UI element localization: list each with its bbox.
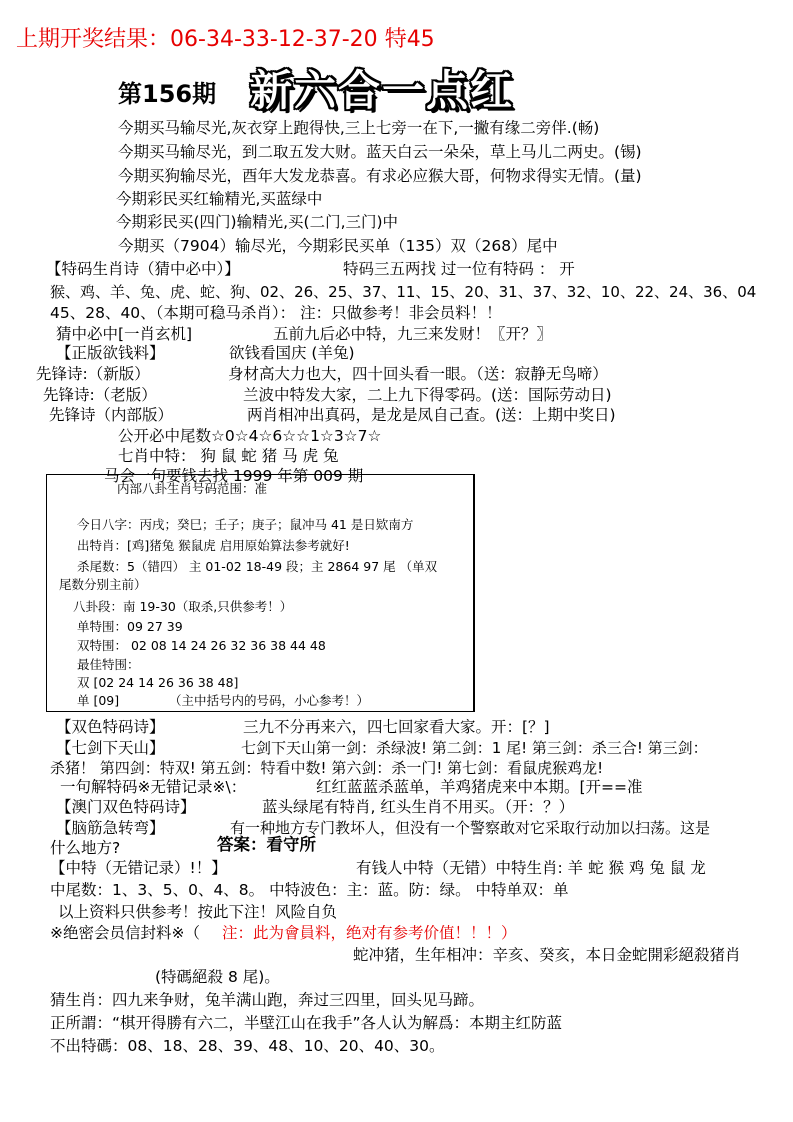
riddle-title: 【脑筋急转弯】 bbox=[56, 819, 165, 837]
box-line: 尾数分别主前） bbox=[59, 577, 147, 592]
pioneer-old-text: 兰波中特发大家，二上九下得零码。(送：国际劳动日) bbox=[243, 386, 612, 404]
riddle-line-1: 今期买马输尽光,灰衣穿上跑得快,三上七旁一在下,一撇有缘二旁伴.(畅) bbox=[118, 119, 600, 137]
tail-numbers: 公开必中尾数☆0☆4☆6☆☆1☆3☆7☆ bbox=[118, 427, 382, 445]
riddle-line-3: 今期买狗输尽光，酉年大发龙恭喜。有求必应猴大哥，何物求得实无情。(量) bbox=[118, 167, 642, 185]
seven-swords-text: 七剑下天山第一剑：杀绿波! 第二剑：1 尾! 第三剑：杀三合! 第三剑： bbox=[241, 739, 708, 757]
box-line: 单 [09] bbox=[77, 693, 120, 708]
special-zodiac-poem-title: 【特码生肖诗（猜中必中）】 bbox=[46, 260, 240, 278]
riddle-line-4: 今期彩民买红输精光,买蓝绿中 bbox=[116, 190, 323, 208]
macau-poem-text: 蓝头绿尾有特肖, 红头生肖不用买。（开：？） bbox=[262, 798, 575, 816]
last-result-label: 上期开奖结果： bbox=[16, 27, 171, 52]
box-line: （主中括号内的号码，小心参考！） bbox=[169, 693, 370, 708]
box-line: 杀尾数：5（错四） 主 01-02 18-49 段；主 2864 97 尾 （单双 bbox=[77, 559, 438, 574]
macau-poem-title: 【澳门双色特码诗】 bbox=[56, 798, 196, 816]
last-result-header bbox=[16, 22, 435, 53]
one-line-title: 一句解特码※无错记录※\： bbox=[60, 778, 247, 796]
hit-record-title: 【中特（无错记录）!！】 bbox=[50, 859, 227, 877]
box-line: 出特肖：[鸡]猪兔 猴鼠虎 启用原始算法参考就好! bbox=[77, 538, 350, 553]
riddle-answer: 答案：看守所 bbox=[217, 835, 316, 854]
pioneer-new-title: 先锋诗:（新版） bbox=[36, 365, 150, 383]
dual-color-poem-text: 三九不分再来六，四七回家看大家。开：[？] bbox=[243, 718, 550, 736]
excluded-numbers: 不出特碼：08、18、28、39、48、10、20、40、30。 bbox=[50, 1037, 445, 1055]
page-title: 新六合一点红 bbox=[250, 66, 515, 115]
guess-text: 五前九后必中特，九三来发财！〖开？〗 bbox=[273, 325, 553, 343]
riddle-line-5: 今期彩民买(四门)输精光,买(二门,三门)中 bbox=[116, 213, 399, 231]
money-text: 欲钱看国庆 (羊兔) bbox=[229, 344, 355, 362]
box-line: 最佳特围： bbox=[77, 657, 140, 672]
seven-swords-title: 【七剑下天山】 bbox=[56, 739, 165, 757]
pioneer-internal-title: 先锋诗（内部版） bbox=[49, 406, 174, 424]
last-result-special: 特45 bbox=[384, 27, 435, 52]
pioneer-new-text: 身材高大力也大，四十回头看一眼。（送：寂静无鸟啼） bbox=[228, 365, 608, 383]
interpretation: 正所謂：“棋开得勝有六二，半壁江山在我手”各人认为解爲：本期主红防蓝 bbox=[50, 1014, 563, 1032]
snake-pig-clash: 蛇冲猪，生年相冲：辛亥、癸亥，本日金蛇開彩絕殺猪肖 bbox=[353, 946, 741, 964]
pioneer-old-title: 先锋诗:（老版） bbox=[43, 386, 157, 404]
seven-swords-text-cont: 杀猪！ 第四剑：特双! 第五剑：特看中数! 第六剑：杀一门! 第七剑：看鼠虎猴鸡龙! bbox=[50, 759, 604, 777]
riddle-line-2: 今期买马输尽光，到二取五发大财。蓝天白云一朵朵，草上马儿二两史。(锡) bbox=[118, 143, 642, 161]
pioneer-internal-text: 两肖相冲出真码，是龙是凤自己查。(送：上期中奖日) bbox=[247, 406, 616, 424]
box-line: 双特围： 02 08 14 24 26 32 36 38 44 48 bbox=[77, 638, 326, 653]
one-line-text: 红红蓝蓝杀蓝单，羊鸡猪虎来中本期。[开==准 bbox=[316, 778, 643, 796]
riddle-text: 有一种地方专门教坏人，但没有一个警察敢对它采取行动加以扫荡。这是 bbox=[230, 819, 711, 837]
zodiac-number-list: 猴、鸡、羊、兔、虎、蛇、狗、02、26、25、37、11、15、20、31、37、32、10、22、24、36、04 bbox=[50, 283, 757, 301]
tail-and-color: 中尾数：1、3、5、0、4、8。 中特波色：主：蓝。防：绿。 中特单双：单 bbox=[50, 881, 569, 899]
guess-zodiac: 猜生肖：四九来争财，兔羊满山跑，奔过三四里，回头见马蹄。 bbox=[50, 991, 485, 1009]
dual-color-poem-title: 【双色特码诗】 bbox=[56, 718, 165, 736]
last-result-numbers: 06-34-33-12-37-20 bbox=[170, 27, 378, 52]
riddle-question: 什么地方? bbox=[50, 839, 121, 857]
zodiac-number-list-cont: 45、28、40、（本期可稳马杀肖）： 注：只做参考！非会员料！！ bbox=[50, 304, 502, 322]
guess-title: 猜中必中[一肖玄机] bbox=[56, 325, 193, 343]
riddle-line-6: 今期买（7904）输尽光，今期彩民买单（135）双（268）尾中 bbox=[118, 237, 558, 255]
club-quote: 马会一句要钱去找 1999 年第 009 期 bbox=[104, 467, 364, 485]
disclaimer: 以上资料只供参考！按此下注！风险自负 bbox=[58, 903, 338, 921]
box-line: 双 [02 24 14 26 36 38 48] bbox=[77, 675, 239, 690]
special-zodiac-poem-text: 特码三五两找 过一位有特码 ： 开 bbox=[343, 260, 575, 278]
seven-zodiacs: 七肖中特： 狗 鼠 蛇 猪 马 虎 兔 bbox=[118, 447, 339, 465]
member-envelope-note: 注：此为會員料，绝对有参考价值！！！） bbox=[222, 924, 517, 942]
box-line: 八卦段：南 19-30（取杀,只供参考！） bbox=[73, 599, 293, 614]
member-envelope-title: ※绝密会员信封料※（ bbox=[50, 924, 200, 942]
kill-tail: (特碼絕殺 8 尾)。 bbox=[155, 968, 280, 986]
internal-info-box bbox=[46, 474, 475, 712]
hit-record-text: 有钱人中特（无错）中特生肖: 羊 蛇 猴 鸡 兔 鼠 龙 bbox=[356, 859, 706, 877]
box-line: 单特围：09 27 39 bbox=[77, 619, 183, 634]
issue-number: 第156期 bbox=[118, 80, 217, 108]
money-title: 【正版欲钱料】 bbox=[56, 344, 165, 362]
box-line: 内部八卦生肖号码范围：准 bbox=[117, 481, 268, 496]
box-line: 今日八字：丙戌；癸巳；壬子；庚子；鼠冲马 41 是日欵南方 bbox=[77, 517, 414, 532]
